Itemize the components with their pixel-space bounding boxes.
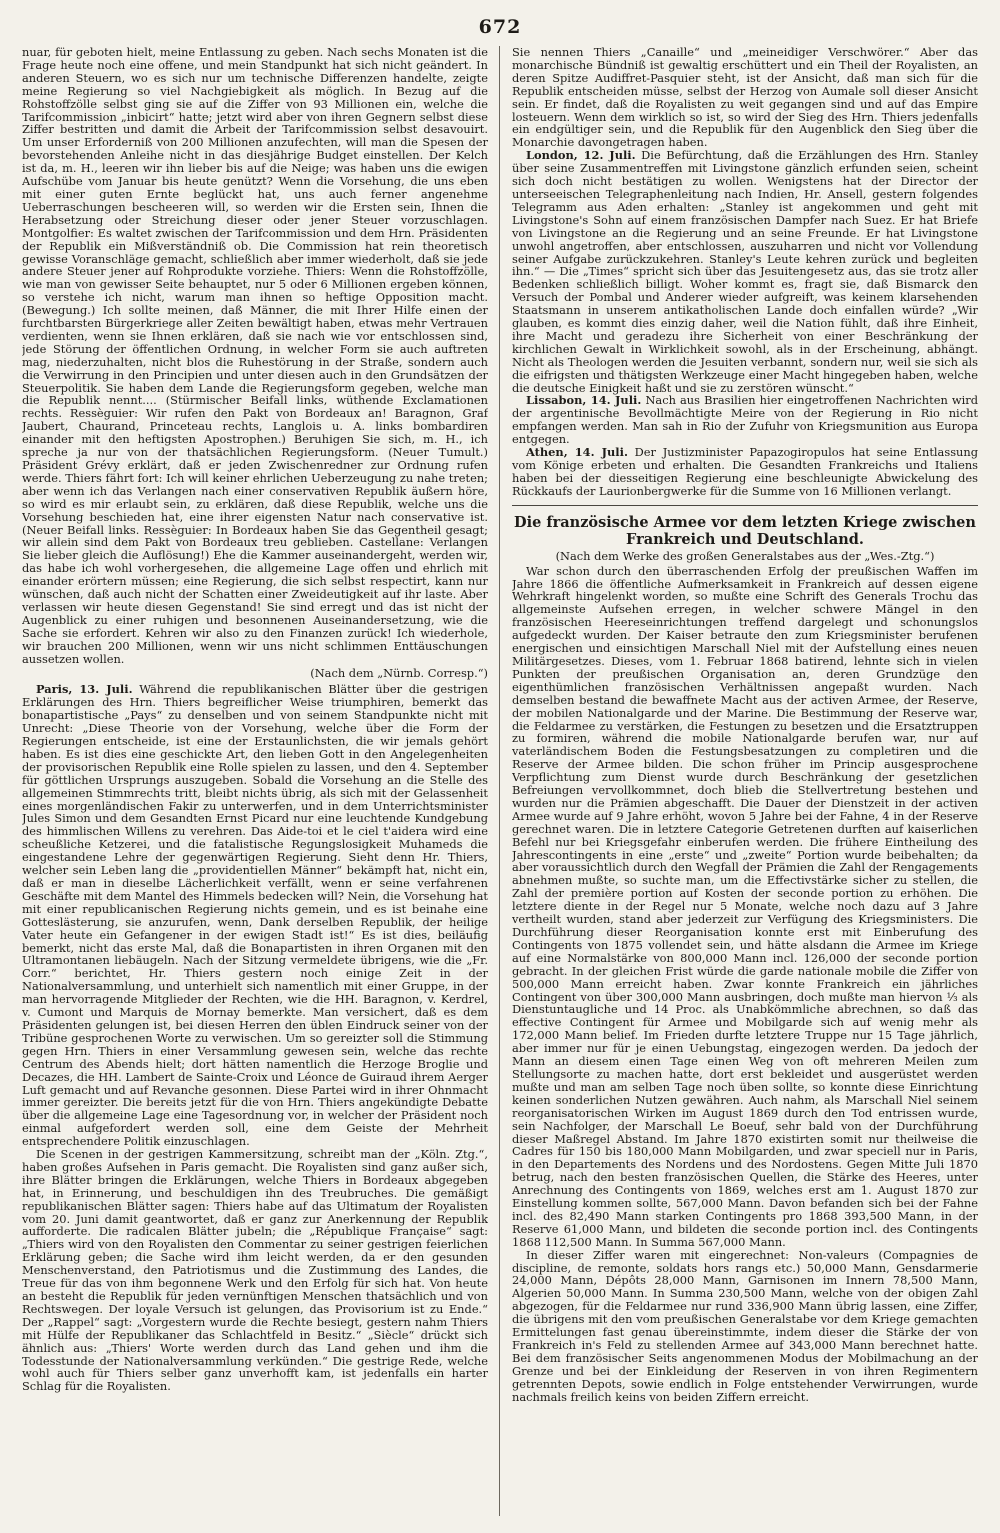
article-paragraph: Während die republikanischen Blätter über die gestrigen Erklärungen des Hrn. Thiers begreiflicher Weise triumphiren, bemerkt das bonapartistische „Pays“ zu denselben und von seinem Standpunkte nicht mit Unrecht: „Diese Theorie von der Vorsehung, welche über die Form der Regierungen entscheide, ist eine der Erstaunlichsten, die wir jemals gehört haben. Es ist dies eine geschickte Art, den lieben Gott in den Angelegenheiten der provisorischen Republik eine Rolle spielen zu lassen, und den 4. September für göttlichen Ursprungs auszugeben. Sobald die Vorsehung an die Stelle des allgemeinen Stimmrechts tritt, bleibt nichts übrig, als sich mit der Gelassenheit eines morgenländischen Fakir zu unterwerfen, und in dem Unterrichtsminister Jules Simon und dem Gesandten Ernst Picard nur eine leuchtende Kundgebung des himmlischen Willens zu verehren. Das Aide-toi et le ciel t'aidera wird eine scheußliche Ketzerei, und die fatalistische Regungslosigkeit Muhameds die eingestandene Lehre der gegenwärtigen Regierung. Sieht denn Hr. Thiers, welcher sein Leben lang die „providentiellen Männer“ bekämpft hat, nicht ein, daß er man in dieselbe Lächerlichkeit verfällt, wenn er seine verfahrenen Geschäfte mit dem Mantel des Himmels bedecken will? Nein, die Vorsehung hat mit einer republicanischen Regierung nichts gemein, und es ist beinahe eine Gotteslästerung, sie anzurufen, wenn, Dank derselben Republik, der heilige Vater heute ein Gefangener in der ewigen Stadt ist!“ Es ist dies, beiläufig bemerkt, nicht das erste Mal, daß die Bonapartisten in ihren Organen mit den Ultramontanen liebäugeln. Nach der Sitzung vermeldete übrigens, wie die „Fr. Corr.“ berichtet, Hr. Thiers gestern noch einige Zeit in der Nationalversammlung, und unterhielt sich namentlich mit einer Gruppe, in der man hervorragende Mitglieder der Rechten, wie die HH. Baragnon, v. Kerdrel, v. Cumont und Marquis de Mornay bemerkte. Man versichert, daß es dem Präsidenten gelungen ist, bei diesen Herren den üblen Eindruck seiner von der Tribüne gesprochenen Worte zu verwischen. Um so gereizter soll die Stimmung gegen Hrn. Thiers in einer Versammlung gewesen sein, welche das rechte Centrum des Abends hielt; dort hätten namentlich die Herzoge Broglie und Decazes, die HH. Lambert de Sainte-Croix und Léonce de Guiraud ihrem Aerger Luft gemacht und auf Revanche gesonnen. Diese Partei wird in ihrer Ohnmacht immer gereizter. Die bereits jetzt für die von Hrn. Thiers angekündigte Debatte über die allgemeine Lage eine Tagesordnung vor, in welcher der Präsident noch einmal aufgefordert werden soll, eine dem Geiste der Mehrheit entsprechendere Politik einzuschlagen. <box>22 682 488 1149</box>
dateline: London, 12. Juli. <box>526 148 636 163</box>
section-rule <box>512 505 978 506</box>
news-item-paris <box>22 683 488 1148</box>
article-paragraph: Sie nennen Thiers „Canaille“ und „meineidiger Verschwörer.“ Aber das monarchische Bündniß ist gewaltig erschüttert und ein Theil der Royalisten, an deren Spitze Audiffret-Pasquier steht, ist der Ansicht, daß man sich für die Republik entscheiden müsse, selbst der Herzog von Aumale soll dieser Ansicht sein. Er findet, daß die Royalisten zu weit gegangen sind und auf das Empire losteuern. Wenn dem wirklich so ist, so wird der Sieg des Hrn. Thiers jedenfalls ein endgültiger sein, und die Republik für den Augenblick den Sieg über die Monarchie davongetragen haben. <box>512 46 978 150</box>
right-column <box>512 46 978 1516</box>
news-item-london <box>512 149 978 394</box>
news-item-athen <box>512 446 978 498</box>
page-number: 672 <box>478 16 522 38</box>
article-paragraph: Die Befürchtung, daß die Erzählungen des Hrn. Stanley über seine Zusammentreffen mit Livingstone gänzlich erfunden seien, scheint sich doch nicht bestätigen zu wollen. Wenigstens hat der Director der unterseeischen Telegraphenleitung nach Indien, Hr. Ansell, gestern folgendes Telegramm aus Aden erhalten: „Stanley ist angekommen und geht mit Livingstone's Sohn auf einem französischen Dampfer nach Suez. Er hat Briefe von Livingstone an die Regierung und an seine Freunde. Er hat Livingstone unwohl angetroffen, aber entschlossen, auszuharren und nicht vor Vollendung seiner Aufgabe zurückzukehren. Stanley's Leute kehren zurück und begleiten ihn.“ — Die „Times“ spricht sich über das Jesuitengesetz aus, das sie trotz aller Bedenken schließlich billigt. Woher kommt es, fragt sie, daß Bismarck den Versuch der Pombal und Anderer wieder aufgreift, was keinem klarsehenden Staatsmann in unserem antikatholischen Lande doch einfallen würde? „Wir glauben, es kommt dies einzig daher, weil die Nation fühlt, daß ihre Einheit, ihre Macht und geradezu ihre Sicherheit von einer Beschränkung der kirchlichen Gewalt in Wirklichkeit sowohl, als in der Erscheinung, abhängt. Nicht als Theologen werden die Jesuiten verbannt, sondern nur, weil sie sich als die eifrigsten und thätigsten Werkzeuge einer Macht hingegeben haben, welche die deutsche Einigkeit haßt und sie zu zerstören wünscht.“ <box>512 148 978 395</box>
news-item-lissabon <box>512 394 978 446</box>
article-paragraph: nuar, für geboten hielt, meine Entlassung zu geben. Nach sechs Monaten ist die Frage heute noch eine offene, und mein Standpunkt hat sich nicht geändert. In anderen Steuern, wo es sich nur um technische Differenzen handelte, zeigte meine Regierung so viel Nachgiebigkeit als möglich. In Bezug auf die Rohstoffzölle selbst ging sie auf die Ziffer von 93 Millionen ein, welche die Tarifcommission „inbicirt“ hatte; jetzt wird aber von ihren Gegnern selbst diese Ziffer bestritten und damit die Arbeit der Tarifcommission selbst desavouirt. Um unser Erforderniß von 200 Millionen anzufechten, will man die Spesen der bevorstehenden Anleihe nicht in das diesjährige Budget einstellen. Der Kelch ist da, m. H., leeren wir ihn lieber bis auf die Neige; was haben uns die ewigen Aufschübe vom Januar bis heute genützt? Wenn die Vorsehung, die uns eben mit einer guten Ernte beglückt hat, uns auch ferner angenehme Ueberraschungen bescheeren will, so werden wir die Ersten sein, Ihnen die Herabsetzung oder Streichung dieser oder jener Steuer vorzuschlagen. Montgolfier: Es waltet zwischen der Tarifcommission und dem Hrn. Präsidenten der Republik ein Mißverständniß ob. Die Commission hat rein theoretisch gewisse Voranschläge gemacht, schließlich aber immer wiederholt, daß sie jede andere Steuer jener auf Rohprodukte vorziehe. Thiers: Wenn die Rohstoffzölle, wie man von gewisser Seite behauptet, nur 5 oder 6 Millionen ergeben können, so verstehe ich nicht, warum man ihnen so heftige Opposition macht. (Bewegung.) Ich sollte meinen, daß Männer, die mit Ihrer Hilfe einen der furchtbarsten Bürgerkriege aller Zeiten bewältigt haben, etwas mehr Vertrauen verdienten, wenn sie Ihnen erklären, daß sie nach wie vor entschlossen sind, jede Störung der öffentlichen Ordnung, in welcher Form sie auch auftreten mag, niederzuhalten, nicht blos die Ruhestörung in der Straße, sondern auch die Verwirrung in den Principien und unter diesen auch in den Grundsätzen der Steuerpolitik. Sie haben dem Lande die Regierungsform gegeben, welche man die Republik nennt.... (Stürmischer Beifall links, wüthende Exclamationen rechts. Ressèguier: Wir rufen den Pakt von Bordeaux an! Baragnon, Graf Jaubert, Chaurand, Princeteau rechts, Langlois u. A. links bombardiren einander mit den heftigsten Apostrophen.) Beruhigen Sie sich, m. H., ich spreche ja nur von der thatsächlichen Regierungsform. (Neuer Tumult.) Präsident Grévy erklärt, daß er jeden Zwischenredner zur Ordnung rufen werde. Thiers fährt fort: Ich will keiner ehrlichen Ueberzeugung zu nahe treten; aber wenn ich das Verlangen nach einer conservativen Republik äußern höre, so wird es mir erlaubt sein, zu erklären, daß diese Republik, welche uns die Vorsehung beschieden hat, eine ihrer eigensten Natur nach conservative ist. (Neuer Beifall links. Ressèguier: In Bordeaux haben Sie das Gegentheil gesagt; wir allein sind dem Pakt von Bordeaux treu geblieben. Castellane: Verlangen Sie lieber gleich die Auflösung!) Ehe die Kammer auseinandergeht, werden wir, das habe ich wohl vorhergesehen, die allgemeine Lage offen und ehrlich mit einander erörtern müssen; eine Regierung, die sich selbst respectirt, kann nur wünschen, daß auch nicht der Schatten einer Zweideutigkeit auf ihr laste. Aber verlassen wir heute diesen Gegenstand! Sie sind erregt und das ist nicht der Augenblick zu einer ruhigen und besonnenen Auseinandersetzung, wie die Sache sie erfordert. Kehren wir also zu den Finanzen zurück! Ich wiederhole, wir brauchen 200 Millionen, wenn wir uns nicht schlimmen Enttäuschungen aussetzen wollen. <box>22 46 488 666</box>
column-divider <box>499 46 500 1516</box>
article-source-note: (Nach dem Werke des großen Generalstabes aus der „Wes.-Ztg.“) <box>555 548 935 563</box>
source-citation: (Nach dem „Nürnb. Corresp.“) <box>310 665 488 680</box>
left-column <box>22 46 488 1516</box>
article-paragraph: War schon durch den überraschenden Erfolg der preußischen Waffen im Jahre 1866 die öffentliche Aufmerksamkeit in Frankreich auf dessen eigene Wehrkraft hingelenkt worden, so mußte eine Schrift des Generals Trochu das allgemeinste Aufsehen erregen, in welcher schwere Mängel in den französischen Heereseinrichtungen treffend dargelegt und schonungslos aufgedeckt wurden. Der Kaiser betraute den zum Kriegsminister berufenen energischen und einsichtigen Marschall Niel mit der Aufstellung eines neuen Militärgesetzes. Dieses, vom 1. Februar 1868 batirend, lehnte sich in vielen Punkten der preußischen Organisation an, deren Grundzüge den eigenthümlichen französischen Verhältnissen angepaßt wurden. Nach demselben bestand die bewaffnete Macht aus der activen Armee, der Reserve, der mobilen Nationalgarde und der Marine. Die Bestimmung der Reserve war, die Feldarmee zu verstärken, die Festungen zu besetzen und die Ersatztruppen zu formiren, während die mobile Nationalgarde berufen war, nur auf vaterländischem Boden die Festungsbesatzungen zu completiren und die Reserve der Armee bilden. Die schon früher im Princip ausgesprochene Verpflichtung zum Dienst wurde durch Beschränkung der gesetzlichen Befreiungen vervollkommnet, doch blieb die Stellvertretung bestehen und wurden nur die Prämien abgeschafft. Die Dauer der Dienstzeit in der activen Armee wurde auf 9 Jahre erhöht, wovon 5 Jahre bei der Fahne, 4 in der Reserve gerechnet waren. Die in letztere Categorie Getretenen durften auf kaiserlichen Befehl nur bei Kriegsgefahr einberufen werden. Die frühere Eintheilung des Jahrescontingents in eine „erste“ und „zweite“ Portion wurde beibehalten; da aber voraussichtlich durch den Wegfall der Prämien die Zahl der Rengagements abnehmen mußte, so suchte man, um die Effectivstärke sicher zu stellen, die Zahl der première portion auf Kosten der seconde portion zu erhöhen. Die letztere diente in der Regel nur 5 Monate, welche noch dazu auf 3 Jahre vertheilt wurden, stand aber jederzeit zur Verfügung des Kriegsministers. Die Durchführung dieser Reorganisation konnte erst mit Einberufung des Contingents von 1875 vollendet sein, und hätte alsdann die Armee im Kriege auf eine Normalstärke von 800,000 Mann incl. 126,000 der seconde portion gebracht. In der gleichen Frist würde die garde nationale mobile die Ziffer von 500,000 Mann erreicht haben. Zwar konnte Frankreich ein jährliches Contingent von über 300,000 Mann ausbringen, doch mußte man hiervon ⅓ als Dienstuntaugliche und 14 Proc. als Unabkömmliche abrechnen, so daß das effective Contingent für Armee und Mobilgarde sich auf wenig mehr als 172,000 Mann belief. Im Frieden durfte letztere Truppe nur 15 Tage jährlich, aber immer nur für je einen Uebungstag, eingezogen werden. Da jedoch der Mann an diesem einen Tage einen Weg von oft mehreren Meilen zum Stellungsorte zu machen hatte, dort erst bekleidet und ausgerüstet werden mußte und man am selben Tage noch üben sollte, so konnte diese Einrichtung keinen sonderlichen Nutzen gewähren. Auch nahm, als Marschall Niel seinem reorganisatorischen Wirken im August 1869 durch den Tod entrissen wurde, sein Nachfolger, der Marschall Le Boeuf, sehr bald von der Durchführung dieser Maßregel Abstand. Im Jahre 1870 existirten somit nur theilweise die Cadres für 150 bis 180,000 Mann Mobilgarden, und zwar speciell nur in Paris, in den Departements des Nordens und des Nordostens. Gegen Mitte Juli 1870 betrug, nach den besten französischen Quellen, die Stärke des Heeres, unter Anrechnung des Contingents von 1869, welches erst am 1. August 1870 zur Einstellung kommen sollte, 567,000 Mann. Davon befanden sich bei der Fahne incl. des 82,490 Mann starken Contingents pro 1868 393,500 Mann, in der Reserve 61,000 Mann, und bildeten die seconde portion incl. des Contingents 1868 112,500 Mann. In Summa 567,000 Mann. <box>512 563 978 1249</box>
article-paragraph: Der Justizminister Papazogiropulos hat seine Entlassung vom Könige erbeten und erhalten. Die Gesandten Frankreichs und Italiens haben bei der diesseitigen Regierung eine beschleunigte Abwickelung des Rückkaufs der Laurionbergwerke für die Summe von 16 Millionen verlangt. <box>512 445 978 498</box>
dateline: Lissabon, 14. Juli. <box>526 393 642 408</box>
article-paragraph: Die Scenen in der gestrigen Kammersitzung, schreibt man der „Köln. Ztg.“, haben großes Aufsehen in Paris gemacht. Die Royalisten sind ganz außer sich, ihre Blätter bringen die Erklärungen, welche Thiers in Bordeaux abgegeben hat, in Erinnerung, und beschuldigen ihn des Treubruches. Die gemäßigt republikanischen Blätter sagen: Thiers habe auf das Ultimatum der Royalisten vom 20. Juni damit geantwortet, daß er ganz zur Anerkennung der Republik aufforderte. Die radicalen Blätter jubeln; die „République Française“ sagt: „Thiers wird von den Royalisten den Commentar zu seiner gestrigen feierlichen Erklärung geben; die Sache wird ihm leicht werden, da er den gesunden Menschenverstand, den Patriotismus und die Zustimmung des Landes, die Treue für das von ihm begonnene Werk und den Erfolg für sich hat. Von heute an besteht die Republik für jeden vernünftigen Menschen thatsächlich und von Rechtswegen. Der loyale Versuch ist gelungen, das Provisorium ist zu Ende.“ Der „Rappel“ sagt: „Vorgestern wurde die Rechte besiegt, gestern nahm Thiers mit Hülfe der Republikaner das Schlachtfeld in Besitz.“ „Siècle“ drückt sich ähnlich aus: „Thiers' Worte werden durch das Land gehen und ihm die Todesstunde der Nationalversammlung verkünden.“ Die gestrige Rede, welche wohl auch für Thiers selber ganz unverhofft kam, ist jedenfalls ein harter Schlag für die Royalisten. <box>22 1147 488 1394</box>
article-title: Die französische Armee vor dem letzten Kriege zwischen Frankreich und Deutschland. <box>514 513 976 548</box>
article-paragraph: Nach aus Brasilien hier eingetroffenen Nachrichten wird der argentinische Bevollmächtigte Meire von der Regierung in Rio nicht empfangen werden. Man sah in Rio der Zufuhr von Kriegsmunition aus Europa entgegen. <box>512 393 978 447</box>
article-paragraph: In dieser Ziffer waren mit eingerechnet: Non-valeurs (Compagnies de discipline, de remonte, soldats hors rangs etc.) 50,000 Mann, Gensdarmerie 24,000 Mann, Dépôts 28,000 Mann, Garnisonen im Innern 78,500 Mann, Algerien 50,000 Mann. In Summa 230,500 Mann, welche von der obigen Zahl abgezogen, für die Feldarmee nur rund 336,900 Mann übrig lassen, eine Ziffer, die übrigens mit den vom preußischen Generalstabe vor dem Kriege gemachten Ermittelungen fast genau übereinstimmte, indem dieser die Stärke der von Frankreich in's Feld zu stellenden Armee auf 343,000 Mann berechnet hatte. Bei dem französischer Seits angenommenen Modus der Mobilmachung an der Grenze und bei der Einkleidung der Reserven in von ihren Regimentern getrennten Depots, sowie endlich in Folge entstehender Verwirrungen, wurde nachmals freilich keins von beiden Ziffern erreicht. <box>512 1247 978 1404</box>
dateline: Paris, 13. Juli. <box>36 682 133 697</box>
dateline: Athen, 14. Juli. <box>526 445 628 460</box>
